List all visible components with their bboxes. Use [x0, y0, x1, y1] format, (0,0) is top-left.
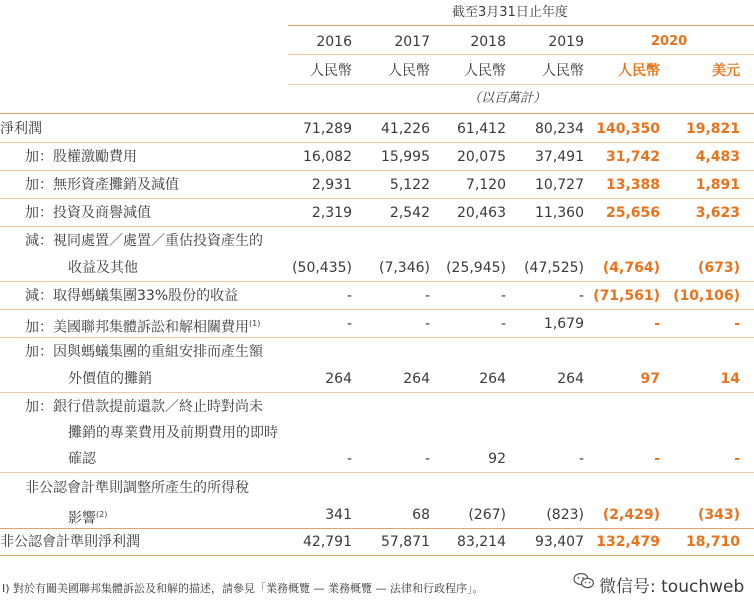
cell: 2,319: [311, 205, 352, 221]
cell: 5,122: [389, 177, 430, 193]
row-label: 加：因與螞蟻集團的重組安排而產生額: [25, 344, 263, 360]
cell: 2,931: [311, 177, 352, 193]
currency-header: 人民幣: [310, 63, 352, 79]
row-label: 減：取得螞蟻集團33%股份的收益: [25, 288, 239, 304]
cell: 80,234: [535, 121, 584, 137]
cell: 14: [720, 371, 740, 387]
row-label: 減：視同處置／處置／重估投資產生的: [25, 233, 263, 249]
cell: (25,945): [446, 260, 506, 276]
cell: 20,075: [457, 149, 506, 165]
cell: 37,491: [535, 149, 584, 165]
cell: 1,679: [543, 316, 584, 332]
cell: 20,463: [457, 205, 506, 221]
cell: 264: [557, 371, 584, 387]
cell: 132,479: [596, 534, 660, 550]
row-label: 加：無形資產攤銷及減值: [25, 177, 179, 193]
row-label: 淨利潤: [0, 121, 42, 137]
cell: -: [500, 316, 506, 332]
cell: (4,764): [602, 260, 660, 276]
row-label-cont: 外價值的攤銷: [68, 371, 152, 387]
cell: -: [578, 288, 584, 304]
row-label-cont: 確認: [68, 451, 96, 467]
cell: 264: [479, 371, 506, 387]
cell: 19,821: [685, 121, 740, 137]
year-header-2020: 2020: [651, 34, 688, 49]
currency-header: 人民幣: [388, 63, 430, 79]
cell: 31,742: [605, 149, 660, 165]
currency-header-2020: 人民幣: [618, 63, 660, 79]
currency-header: 人民幣: [464, 63, 506, 79]
watermark-text: 微信号: touchweb: [599, 577, 745, 597]
currency-header-usd: 美元: [712, 63, 740, 79]
cell: -: [424, 288, 430, 304]
cell: 25,656: [605, 205, 660, 221]
row-label-text: 影響: [68, 510, 96, 527]
cell: 93,407: [535, 534, 584, 550]
cell: -: [654, 316, 660, 332]
cell: 7,120: [465, 177, 506, 193]
cell: (267): [468, 507, 506, 523]
cell: (673): [697, 260, 740, 276]
cell: (50,435): [292, 260, 352, 276]
year-header: 2019: [548, 34, 584, 50]
row-label: 加：股權激勵費用: [25, 149, 137, 165]
cell: 83,214: [457, 534, 506, 550]
cell: (343): [697, 507, 740, 523]
footnote: I) 對於有關美國聯邦集體訴訟及和解的描述，請參見「業務概覽 — 業務概覽 — 法律和行政程序」。: [2, 582, 484, 595]
cell: (47,525): [524, 260, 584, 276]
row-label: 加：投資及商譽減值: [25, 205, 151, 221]
cell: 71,289: [303, 121, 352, 137]
year-header: 2017: [394, 34, 430, 50]
row-label-cont: 攤銷的專業費用及前期費用的即時: [68, 425, 278, 441]
unit-note: （以百萬計）: [468, 91, 547, 106]
cell: 57,871: [381, 534, 430, 550]
cell: 264: [403, 371, 430, 387]
cell: (10,106): [673, 288, 740, 304]
row-label-cont: [68, 506, 107, 528]
row-label-text: 加：美國聯邦集體訴訟和解相關費用: [25, 319, 249, 336]
cell: 15,995: [381, 149, 430, 165]
cell: -: [424, 451, 430, 467]
cell: -: [734, 316, 740, 332]
cell: (823): [546, 507, 584, 523]
cell: 16,082: [303, 149, 352, 165]
cell: 1,891: [695, 177, 740, 193]
cell: 341: [325, 507, 352, 523]
cell: (71,561): [593, 288, 660, 304]
cell: -: [424, 316, 430, 332]
cell: 68: [412, 507, 430, 523]
cell: 11,360: [535, 205, 584, 221]
cell: -: [654, 451, 660, 467]
cell: (7,346): [378, 260, 430, 276]
row-label: 加：銀行借款提前還款／終止時對尚未: [25, 399, 263, 415]
cell: -: [346, 316, 352, 332]
cell: 18,710: [685, 534, 740, 550]
cell: 4,483: [695, 149, 740, 165]
cell: 3,623: [695, 205, 740, 221]
currency-header: 人民幣: [542, 63, 584, 79]
cell: 42,791: [303, 534, 352, 550]
row-label: [25, 315, 260, 337]
year-header: 2016: [316, 34, 352, 50]
cell: 264: [325, 371, 352, 387]
cell: -: [500, 288, 506, 304]
cell: -: [578, 451, 584, 467]
cell: -: [734, 451, 740, 467]
period-title: 截至3月31日止年度: [452, 5, 568, 20]
row-label-cont: 收益及其他: [68, 260, 138, 276]
wechat-icon: [573, 572, 595, 590]
footnote-ref: (1): [249, 319, 261, 328]
cell: 97: [640, 371, 660, 387]
cell: 92: [488, 451, 506, 467]
row-label: 非公認會計準則調整所產生的所得稅: [25, 480, 249, 496]
cell: 2,542: [389, 205, 430, 221]
cell: -: [346, 288, 352, 304]
cell: -: [346, 451, 352, 467]
cell: 41,226: [381, 121, 430, 137]
cell: 10,727: [535, 177, 584, 193]
cell: (2,429): [602, 507, 660, 523]
cell: 13,388: [605, 177, 660, 193]
footnote-ref: (2): [96, 510, 108, 519]
cell: 140,350: [596, 121, 660, 137]
row-label-total: 非公認會計準則淨利潤: [0, 534, 140, 550]
year-header: 2018: [470, 34, 506, 50]
cell: 61,412: [457, 121, 506, 137]
